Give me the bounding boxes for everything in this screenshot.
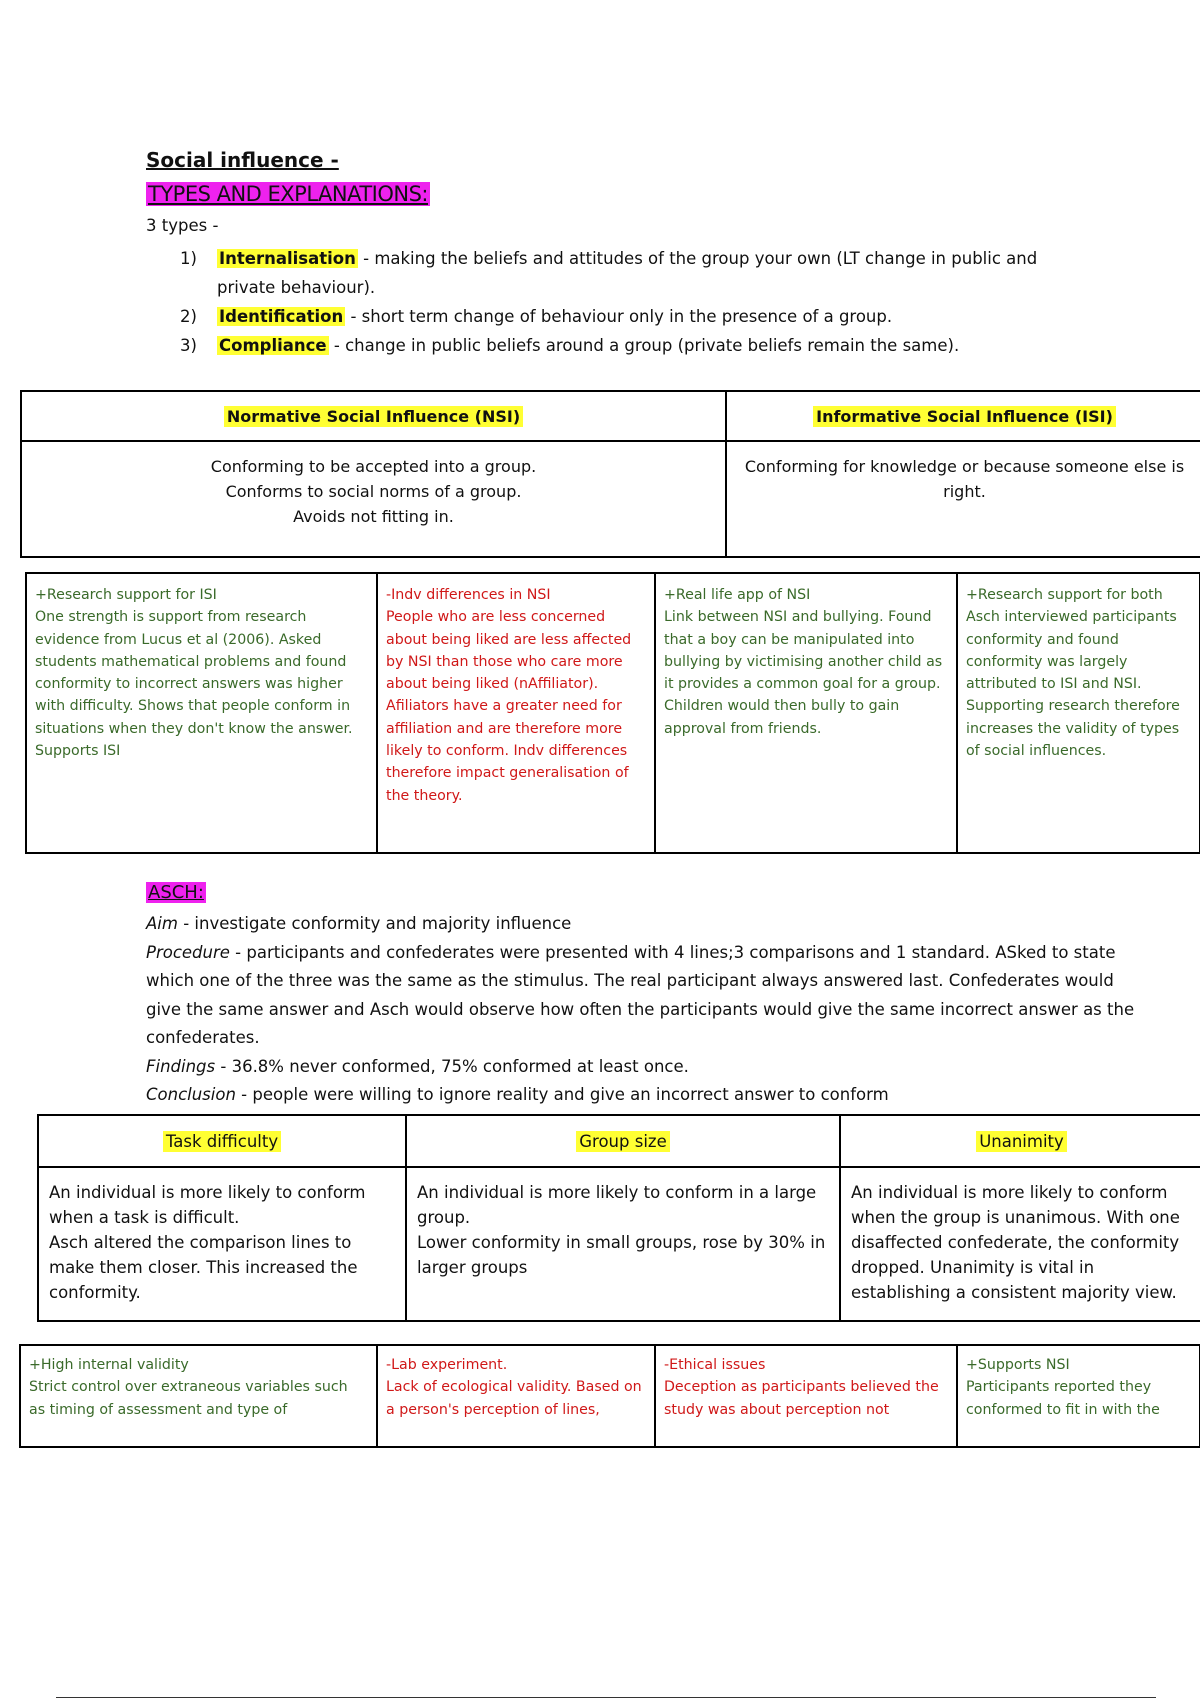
nsi-line: Conforms to social norms of a group. (225, 482, 522, 501)
section-heading-asch: ASCH: (148, 882, 204, 903)
evaluation-body: Lack of ecological validity. Based on a person's perception of lines, (386, 1379, 642, 1418)
evaluation-body: People who are less concerned about being liked are less affected by NSI than those who care more about being liked (nAffiliator). Afiliators have a greater need for affiliation and are therefore more likely to conform. Indv differences therefore impact generalisation of the theory. (386, 609, 632, 804)
table-header-cell (21, 391, 726, 441)
asch-study-text (146, 910, 1136, 1110)
evaluation-heading: +Research support for ISI (35, 587, 217, 603)
evaluation-heading: +Research support for both (966, 587, 1163, 603)
evaluation-cell (20, 1345, 377, 1447)
evaluation-table-types (25, 572, 1200, 854)
findings-label: Findings (146, 1056, 216, 1076)
table-header-cell (840, 1115, 1200, 1167)
cell-text: An individual is more likely to conform when the group is unanimous. With one disaffected confederate, the conformity dropped. Unanimity is vital in establishing a consistent majority view. (851, 1183, 1180, 1302)
influence-table (20, 390, 1200, 558)
nsi-line: Conforming to be accepted into a group. (210, 457, 537, 476)
table-cell (406, 1167, 840, 1321)
evaluation-heading: -Ethical issues (664, 1357, 766, 1373)
evaluation-cell (957, 1345, 1200, 1447)
header-group-size: Group size (576, 1131, 669, 1152)
list-item (180, 331, 1060, 360)
aim-label: Aim (146, 914, 178, 933)
isi-text: Conforming for knowledge or because someone else is right. (744, 457, 1185, 501)
page-divider (56, 1697, 1156, 1698)
evaluation-cell (957, 573, 1200, 853)
evaluation-body: One strength is support from research evidence from Lucus et al (2006). Asked students mathematical problems and found conformity to incorrect answers was higher with difficulty. Shows that people conform in situations when they don't know the answer. Supports ISI (35, 609, 353, 760)
header-nsi: Normative Social Influence (NSI) (224, 406, 523, 427)
list-item (180, 244, 1060, 302)
evaluation-body: Deception as participants believed the study was about perception not (664, 1379, 939, 1418)
asch-procedure (146, 939, 1136, 1053)
evaluation-body: Link between NSI and bullying. Found that a boy can be manipulated into bullying by victimising another child as it provides a common goal for a group. Children would then bully to gain approval from friends. (664, 609, 943, 737)
variables-table (37, 1114, 1200, 1322)
asch-findings (146, 1053, 1136, 1082)
type-term-identification: Identification (219, 307, 344, 326)
type-description: - making the beliefs and attitudes of the group your own (LT change in public and private behaviour). (217, 249, 1038, 297)
list-item (180, 302, 1060, 331)
table-header-cell (406, 1115, 840, 1167)
evaluation-cell (26, 573, 377, 853)
evaluation-table-asch (19, 1344, 1200, 1448)
evaluation-body: Strict control over extraneous variables such as timing of assessment and type of (29, 1379, 348, 1418)
list-number: 2) (180, 307, 197, 326)
type-term-internalisation: Internalisation (219, 249, 356, 268)
asch-aim (146, 910, 1136, 939)
header-isi: Informative Social Influence (ISI) (813, 406, 1116, 427)
types-intro: 3 types - (146, 216, 219, 235)
aim-text: - investigate conformity and majority influence (177, 914, 572, 933)
evaluation-cell (377, 1345, 655, 1447)
evaluation-heading: +High internal validity (29, 1357, 189, 1373)
evaluation-heading: -Lab experiment. (386, 1357, 508, 1373)
asch-conclusion (146, 1081, 1136, 1110)
procedure-text: - participants and confederates were presented with 4 lines;3 comparisons and 1 standard. ASked to state which one of the three was the same as the stimulus. The real participant always answered last. Confederates would give the same answer and Asch would observe how often the participants would give the same incorrect answer as the confederates. (146, 942, 1135, 1047)
table-header-cell (38, 1115, 406, 1167)
type-term-compliance: Compliance (219, 336, 327, 355)
table-cell (38, 1167, 406, 1321)
list-number: 3) (180, 336, 197, 355)
conclusion-label: Conclusion (146, 1085, 236, 1104)
table-cell (840, 1167, 1200, 1321)
evaluation-cell (655, 1345, 957, 1447)
evaluation-heading: +Real life app of NSI (664, 587, 811, 603)
page-title: Social influence - (146, 148, 339, 172)
cell-text: An individual is more likely to conform when a task is difficult. Asch altered the comparison lines to make them closer. This increased the conformity. (49, 1183, 366, 1302)
evaluation-heading: +Supports NSI (966, 1357, 1070, 1373)
type-description: - change in public beliefs around a group (private beliefs remain the same). (328, 336, 960, 355)
procedure-label: Procedure (146, 942, 230, 962)
evaluation-body: Participants reported they conformed to fit in with the (966, 1379, 1160, 1418)
cell-text: An individual is more likely to conform in a large group. Lower conformity in small groups, rose by 30% in larger groups (417, 1183, 826, 1277)
section-heading-types: TYPES AND EXPLANATIONS: (148, 182, 428, 206)
evaluation-body: Asch interviewed participants conformity and found conformity was largely attributed to ISI and NSI. Supporting research therefore increases the validity of types of social influences. (966, 609, 1180, 760)
types-list (180, 244, 1060, 360)
evaluation-heading: -Indv differences in NSI (386, 587, 551, 603)
type-description: - short term change of behaviour only in the presence of a group. (345, 307, 893, 326)
nsi-line: Avoids not fitting in. (293, 507, 454, 526)
header-unanimity: Unanimity (976, 1131, 1067, 1152)
header-task-difficulty: Task difficulty (163, 1131, 281, 1152)
findings-text: - 36.8% never conformed, 75% conformed at least once. (215, 1056, 689, 1076)
table-cell-isi (726, 441, 1200, 557)
evaluation-cell (377, 573, 655, 853)
table-cell-nsi (21, 441, 726, 557)
table-header-cell (726, 391, 1200, 441)
evaluation-cell (655, 573, 957, 853)
conclusion-text: - people were willing to ignore reality and give an incorrect answer to conform (235, 1085, 889, 1104)
list-number: 1) (180, 249, 197, 268)
